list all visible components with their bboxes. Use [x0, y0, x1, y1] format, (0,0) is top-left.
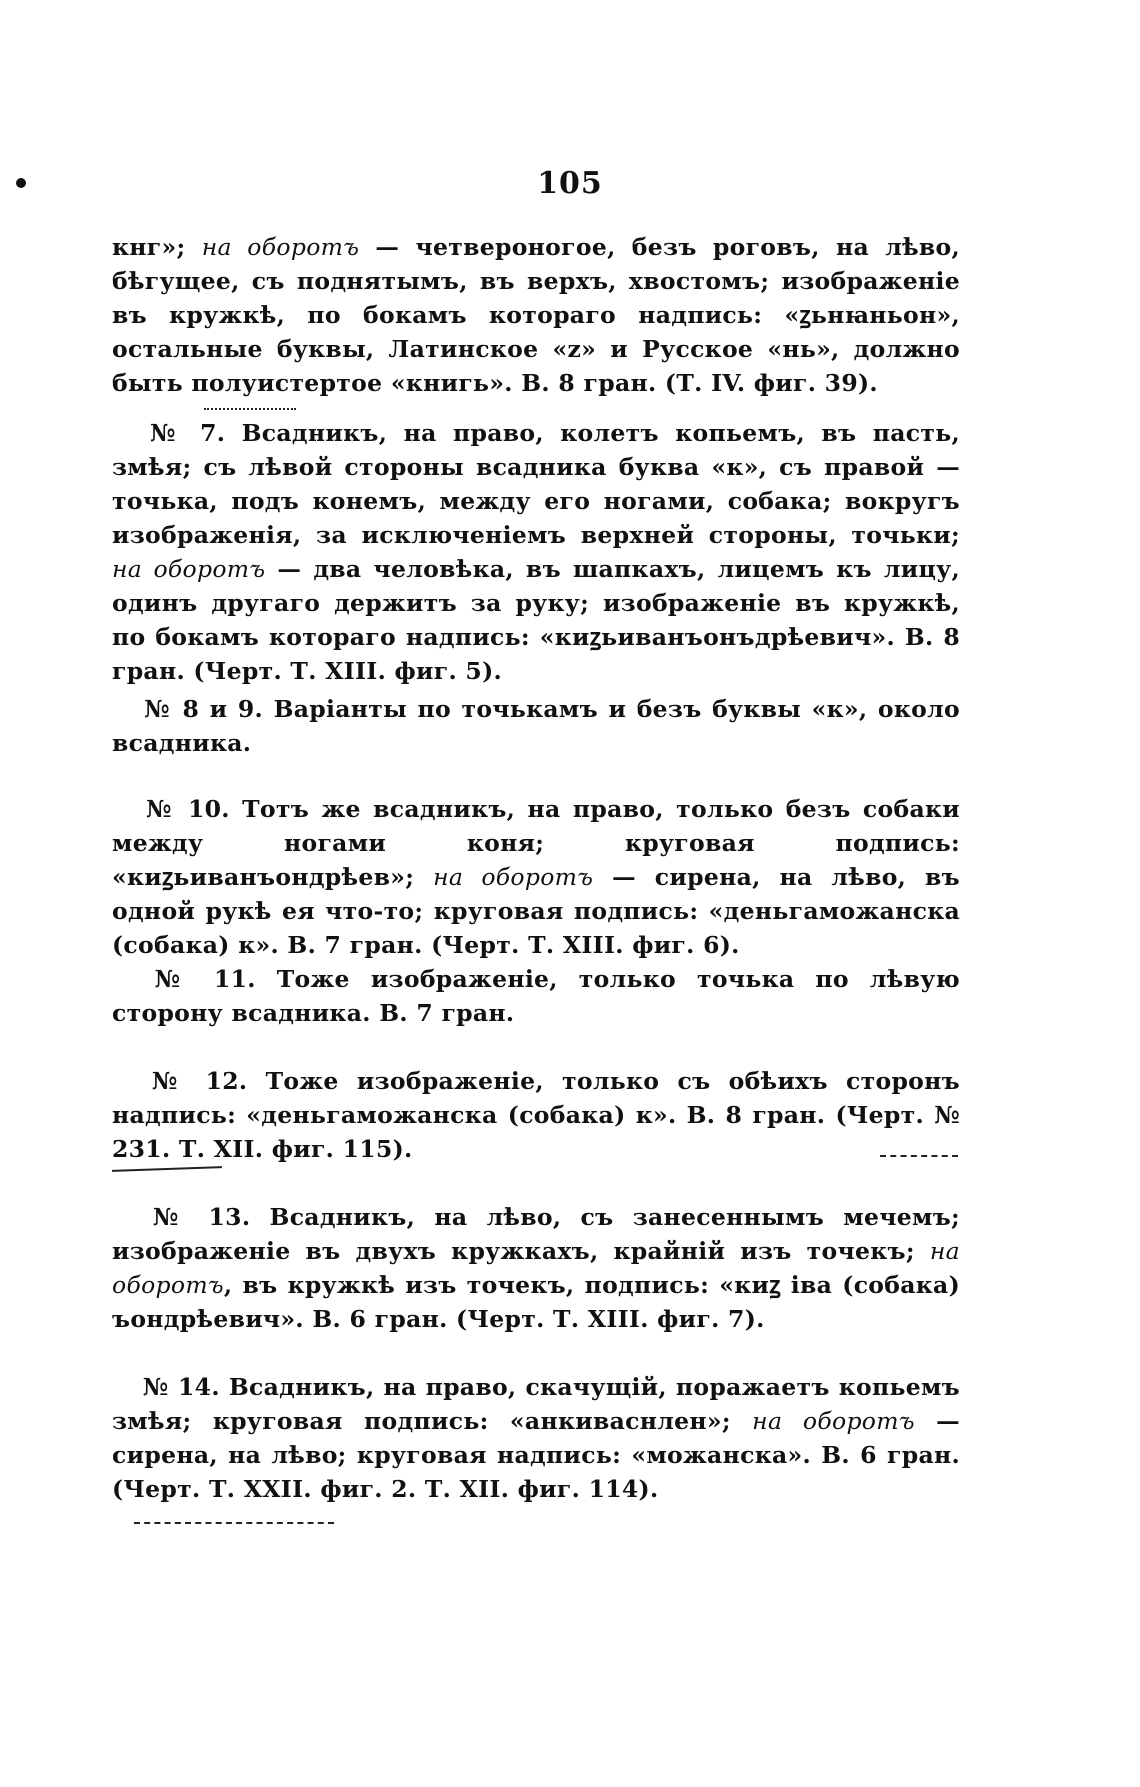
- paragraph-entry-11: [112, 962, 960, 1030]
- text-segment: № 8 и 9. Варіанты по точькамъ и безъ буквы «к», около всадника.: [112, 695, 960, 757]
- paragraph-continuation: [112, 230, 960, 400]
- text-segment: № 10. Тотъ же всадникъ, на право, только безъ собаки между ногами коня; круговая подпись: «киꙁьиванъондрѣев»;: [112, 795, 960, 891]
- text-segment: № 14. Всадникъ, на право, скачущій, поражаетъ копьемъ змѣя; круговая подпись: «анкиваснлен»;: [112, 1373, 960, 1435]
- pencil-underline-mark: [880, 1155, 958, 1157]
- text-segment: № 12. Тоже изображеніе, только съ обѣихъ сторонъ надпись: «деньгаможанска (собака) к». В. 8 гран. (Черт. № 231. Т. XII. фиг. 115).: [112, 1067, 960, 1163]
- paragraph-entry-10: [112, 792, 960, 962]
- paragraph-entry-12: [112, 1064, 960, 1166]
- text-segment: № 11. Тоже изображеніе, только точька по лѣвую сторону всадника. В. 7 гран.: [112, 965, 960, 1027]
- paragraph-entry-7: [112, 416, 960, 688]
- text-segment: , въ кружкѣ изъ точекъ, подпись: «киꙁ іва (собака) ъондрѣевич». В. 6 гран. (Черт. Т. XIII. фиг. 7).: [112, 1271, 960, 1333]
- italic-segment: на оборотъ: [433, 863, 594, 891]
- text-segment: № 7. Всадникъ, на право, колетъ копьемъ, въ пасть, змѣя; съ лѣвой стороны всадника буква «к», съ правой — точька, подъ конемъ, между его ногами, собака; вокругъ изображенія, за исключеніемъ верхней стороны, точьки;: [112, 419, 960, 549]
- paragraph-entry-14: [112, 1370, 960, 1506]
- italic-segment: на оборотъ: [112, 555, 266, 583]
- page-number: 105: [537, 166, 603, 201]
- italic-segment: на оборотъ: [752, 1407, 915, 1435]
- pencil-underline-mark: [134, 1522, 334, 1524]
- text-segment: — сирена, на лѣво; круговая надпись: «можанска». В. 6 гран. (Черт. Т. XXII. фиг. 2. Т. XII. фиг. 114).: [112, 1407, 960, 1503]
- pencil-underline-mark: [112, 1166, 222, 1172]
- text-segment: № 13. Всадникъ, на лѣво, съ занесеннымъ мечемъ; изображеніе въ двухъ кружкахъ, крайній изъ точекъ;: [112, 1203, 960, 1265]
- text-segment: — два человѣка, въ шапкахъ, лицемъ къ лицу, одинъ другаго держитъ за руку; изображеніе въ кружкѣ, по бокамъ котораго надпись: «киꙁьиванъонъдрѣевич». В. 8 гран. (Черт. Т. XIII. фиг. 5).: [112, 555, 960, 685]
- text-segment: — сирена, на лѣво, въ одной рукѣ ея что-то; круговая подпись: «деньгаможанска (собака) к». В. 7 гран. (Черт. Т. XIII. фиг. 6).: [112, 863, 960, 959]
- text-segment: — четвероногое, безъ роговъ, на лѣво, бѣгущее, съ поднятымъ, въ верхъ, хвостомъ; изображеніе въ кружкѣ, по бокамъ котораго надпись: «ꙁьнꙗньон», остальные буквы, Латинское «z» и Русское «нь», должно быть полуистертое «книгь». В. 8 гран. (Т. IV. фиг. 39).: [112, 233, 960, 397]
- italic-segment: на оборотъ: [201, 233, 360, 261]
- text-segment: кнг»;: [112, 233, 202, 261]
- paragraph-entry-8-9: [112, 692, 960, 760]
- paragraph-entry-13: [112, 1200, 960, 1336]
- italic-segment: на оборотъ: [112, 1237, 960, 1299]
- pencil-underline-mark: [204, 408, 296, 410]
